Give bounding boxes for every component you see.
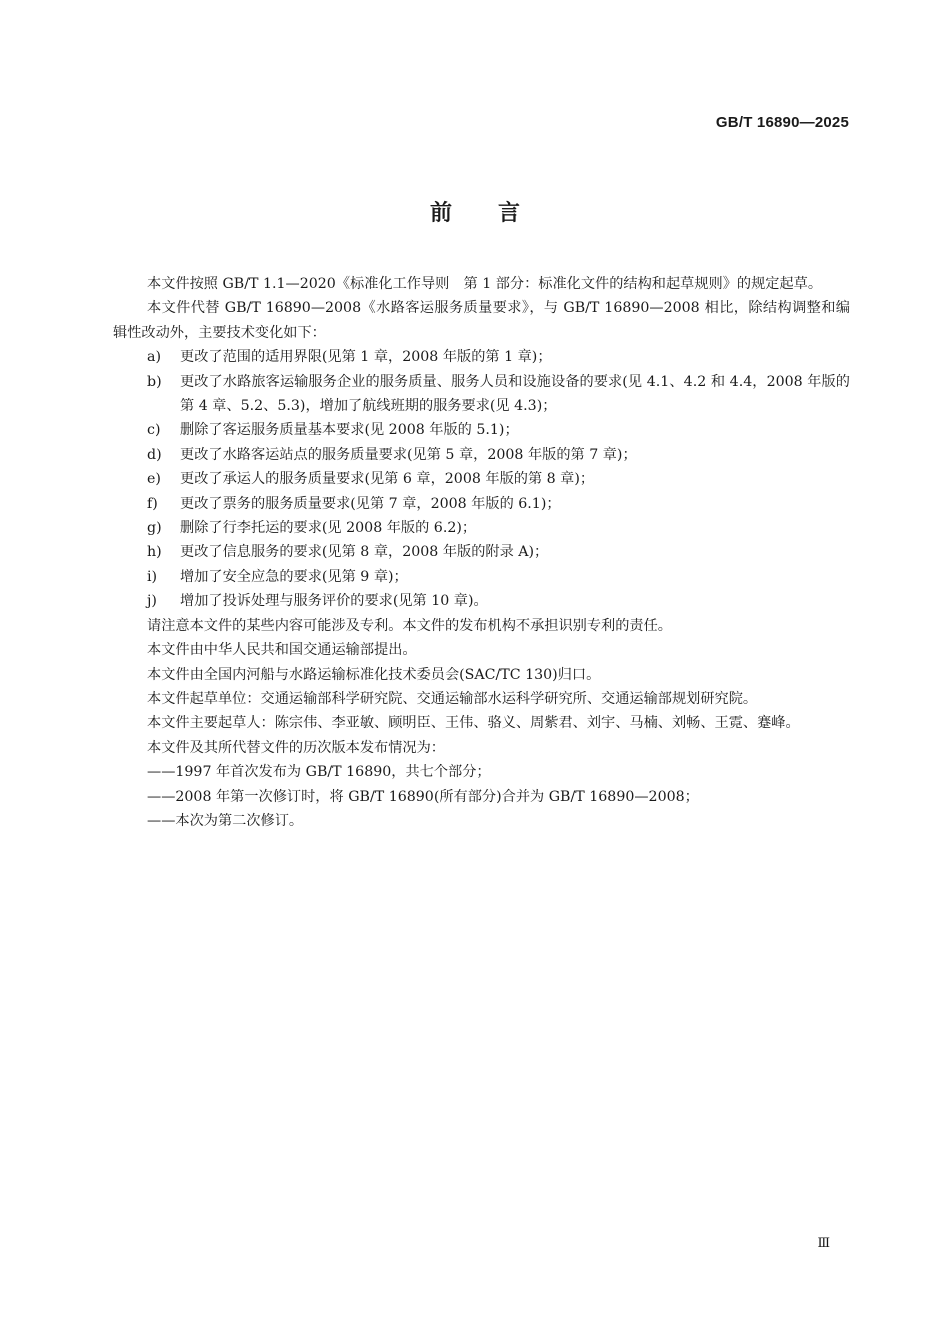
document-code: GB/T 16890—2025 bbox=[715, 114, 849, 131]
page-title: 前言 bbox=[429, 201, 566, 226]
list-item bbox=[113, 589, 850, 613]
list-item bbox=[113, 418, 850, 442]
history-item: ——本次为第二次修订。 bbox=[147, 812, 304, 829]
list-item bbox=[113, 345, 850, 369]
list-item-text: 增加了投诉处理与服务评价的要求(见第 10 章)。 bbox=[180, 593, 488, 610]
list-item-text: 更改了水路旅客运输服务企业的服务质量、服务人员和设施设备的要求(见 4.1、4.2 和 4.4，2008 年版的第 4 章、5.2、5.3)，增加了航线班期的服务要求(见 4.3)； bbox=[180, 373, 850, 415]
list-item bbox=[113, 565, 850, 589]
history-item: ——1997 年首次发布为 GB/T 16890，共七个部分； bbox=[147, 764, 491, 781]
list-item-text: 更改了范围的适用界限(见第 1 章，2008 年版的第 1 章)； bbox=[180, 349, 552, 366]
paragraph-drafting-rules: 本文件按照 GB/T 1.1—2020《标准化工作导则 第 1 部分：标准化文件的结构和起草规则》的规定起草。 bbox=[147, 276, 823, 292]
list-item bbox=[113, 540, 850, 564]
foreword-body bbox=[113, 272, 850, 833]
list-item-text: 增加了安全应急的要求(见第 9 章)； bbox=[180, 568, 408, 585]
list-marker: d) bbox=[147, 446, 162, 463]
paragraph-drafting-units: 本文件起草单位：交通运输部科学研究院、交通运输部水运科学研究所、交通运输部规划研究院。 bbox=[147, 690, 758, 707]
list-item bbox=[113, 516, 850, 540]
list-marker: h) bbox=[147, 544, 162, 561]
page-number: Ⅲ bbox=[817, 1236, 829, 1251]
list-marker: g) bbox=[147, 520, 162, 537]
list-item-text: 删除了客运服务质量基本要求(见 2008 年版的 5.1)； bbox=[180, 422, 519, 439]
list-item bbox=[113, 492, 850, 516]
list-item bbox=[113, 370, 850, 419]
paragraph-replacement: 本文件代替 GB/T 16890—2008《水路客运服务质量要求》，与 GB/T 16890—2008 相比，除结构调整和编辑性改动外，主要技术变化如下： bbox=[113, 300, 850, 341]
list-item-text: 更改了承运人的服务质量要求(见第 6 章，2008 年版的第 8 章)； bbox=[180, 471, 595, 488]
list-marker: b) bbox=[147, 373, 162, 390]
paragraph-history-intro: 本文件及其所代替文件的历次版本发布情况为： bbox=[147, 739, 445, 756]
list-marker: i) bbox=[147, 568, 158, 585]
list-item-text: 删除了行李托运的要求(见 2008 年版的 6.2)； bbox=[180, 520, 477, 537]
changes-list bbox=[113, 345, 850, 613]
history-item: ——2008 年第一次修订时，将 GB/T 16890(所有部分)合并为 GB/T 16890—2008； bbox=[147, 788, 699, 805]
paragraph-proposer: 本文件由中华人民共和国交通运输部提出。 bbox=[147, 642, 417, 659]
paragraph-patent-notice: 请注意本文件的某些内容可能涉及专利。本文件的发布机构不承担识别专利的责任。 bbox=[147, 617, 672, 634]
list-marker: j) bbox=[147, 593, 157, 610]
list-item bbox=[113, 443, 850, 467]
paragraph-committee: 本文件由全国内河船与水路运输标准化技术委员会(SAC/TC 130)归口。 bbox=[147, 666, 601, 683]
list-item bbox=[113, 467, 850, 491]
list-marker: f) bbox=[147, 495, 158, 512]
list-marker: e) bbox=[147, 471, 161, 488]
list-marker: a) bbox=[147, 349, 161, 366]
list-item-text: 更改了票务的服务质量要求(见第 7 章，2008 年版的 6.1)； bbox=[180, 495, 561, 512]
history-list bbox=[113, 760, 850, 833]
list-item-text: 更改了水路客运站点的服务质量要求(见第 5 章，2008 年版的第 7 章)； bbox=[180, 446, 637, 463]
list-marker: c) bbox=[147, 422, 161, 439]
paragraph-drafters: 本文件主要起草人：陈宗伟、李亚敏、顾明臣、王伟、骆义、周紫君、刘宇、马楠、刘畅、王霓、蹇峰。 bbox=[147, 715, 800, 732]
list-item-text: 更改了信息服务的要求(见第 8 章，2008 年版的附录 A)； bbox=[180, 544, 549, 561]
